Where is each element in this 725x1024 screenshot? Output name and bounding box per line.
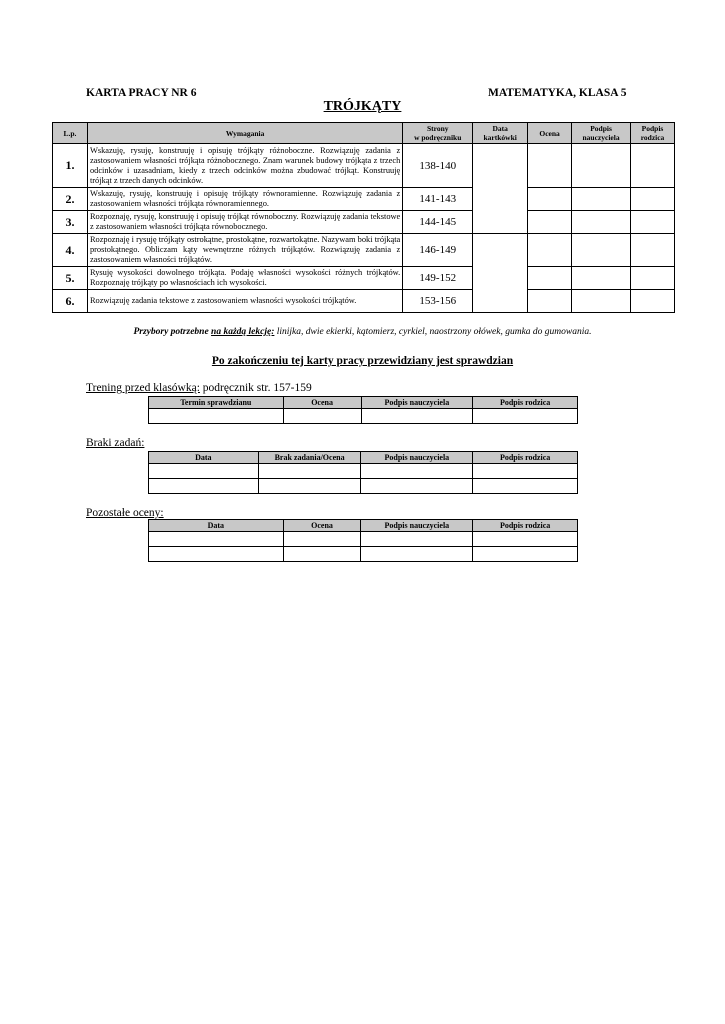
table-row (149, 409, 578, 424)
trening-table (148, 396, 578, 424)
col-lp: L.p. (53, 123, 88, 144)
subject-class: MATEMATYKA, KLASA 5 (488, 87, 627, 99)
braki-label: Braki zadań: (86, 437, 145, 449)
col-podpis-rodzica: Podpis rodzica (473, 452, 578, 464)
pozostale-header-row (149, 520, 578, 532)
requirements-table (52, 122, 675, 313)
teacher-sign-cell (572, 290, 631, 313)
col-termin: Termin sprawdzianu (149, 397, 284, 409)
table-row (53, 234, 675, 267)
teacher-sign-cell (572, 144, 631, 188)
col-data: Data (149, 520, 284, 532)
col-podpis-rodzica: Podpis rodzica (631, 123, 675, 144)
parent-sign-cell (631, 188, 675, 211)
row-pages: 153-156 (403, 290, 473, 313)
table-row (149, 479, 578, 494)
date-cell (473, 144, 528, 234)
requirements-header-row (53, 123, 675, 144)
pozostale-table (148, 519, 578, 562)
row-pages: 146-149 (403, 234, 473, 267)
trening-label: Trening przed klasówką: podręcznik str. 157-159 (86, 382, 312, 394)
teacher-sign-cell (572, 211, 631, 234)
parent-sign-cell (631, 234, 675, 267)
row-number: 6. (53, 290, 88, 313)
table-row (53, 290, 675, 313)
row-number: 5. (53, 267, 88, 290)
col-ocena: Ocena (283, 397, 361, 409)
table-row (53, 188, 675, 211)
col-data: Data (149, 452, 259, 464)
supplies-note: Przybory potrzebne na każdą lekcję: linijka, dwie ekierki, kątomierz, cyrkiel, naostrzony ołówek, gumka do gumowania. (133, 327, 592, 337)
trening-header-row (149, 397, 578, 409)
row-pages: 138-140 (403, 144, 473, 188)
pozostale-label: Pozostałe oceny: (86, 507, 164, 519)
grade-cell (528, 290, 572, 313)
parent-sign-cell (631, 211, 675, 234)
table-row (149, 547, 578, 562)
row-number: 3. (53, 211, 88, 234)
table-row (149, 464, 578, 479)
test-notice: Po zakończeniu tej karty pracy przewidziany jest sprawdzian (211, 355, 514, 367)
braki-header-row (149, 452, 578, 464)
col-ocena: Ocena (528, 123, 572, 144)
col-data: Data kartkówki (473, 123, 528, 144)
grade-cell (528, 267, 572, 290)
col-strony: Strony w podręczniku (403, 123, 473, 144)
grade-cell (528, 211, 572, 234)
col-podpis-nauczyciela: Podpis nauczyciela (572, 123, 631, 144)
worksheet-number: KARTA PRACY NR 6 (86, 87, 197, 99)
row-requirement: Wskazuję, rysuję, konstruuję i opisuję trójkąty różnoboczne. Rozwiązuję zadania z zastosowaniem własności trójkąta różnobocznego. Znam warunek budowy trójkąta z trzech odcinków i uzasadniam, kiedy z trzech odcinków można zbudować trójkąt. Konstruuję trójkąt z trzech danych odcinków. (87, 144, 402, 188)
col-podpis-nauczyciela: Podpis nauczyciela (361, 397, 473, 409)
table-row (53, 144, 675, 188)
row-number: 2. (53, 188, 88, 211)
col-podpis-rodzica: Podpis rodzica (473, 397, 578, 409)
grade-cell (528, 234, 572, 267)
col-podpis-rodzica: Podpis rodzica (473, 520, 578, 532)
col-podpis-nauczyciela: Podpis nauczyciela (361, 452, 473, 464)
date-cell (473, 234, 528, 313)
page-title: TRÓJKĄTY (323, 99, 402, 114)
teacher-sign-cell (572, 267, 631, 290)
parent-sign-cell (631, 290, 675, 313)
row-number: 1. (53, 144, 88, 188)
row-pages: 149-152 (403, 267, 473, 290)
table-row (53, 211, 675, 234)
col-ocena: Ocena (283, 520, 361, 532)
row-requirement: Rozpoznaję, rysuję, konstruuję i opisuję trójkąt równoboczny. Rozwiązuję zadania tekstowe z zastosowaniem własności trójkąta równobocznego. (87, 211, 402, 234)
row-requirement: Wskazuję, rysuję, konstruuję i opisuję trójkąty równoramienne. Rozwiązuję zadania z zastosowaniem własności trójkąta równoramiennego. (87, 188, 402, 211)
parent-sign-cell (631, 267, 675, 290)
teacher-sign-cell (572, 234, 631, 267)
row-requirement: Rozwiązuję zadania tekstowe z zastosowaniem własności wysokości trójkątów. (87, 290, 402, 313)
table-row (149, 532, 578, 547)
row-requirement: Rozpoznaję i rysuję trójkąty ostrokątne, prostokątne, rozwartokątne. Nazywam boki trójkąta prostokątnego. Obliczam kąty wewnętrzne różnych trójkątów. Rozwiązuję zadania z zastosowaniem własności trójkątów. (87, 234, 402, 267)
row-pages: 141-143 (403, 188, 473, 211)
row-number: 4. (53, 234, 88, 267)
row-pages: 144-145 (403, 211, 473, 234)
col-brak-zadania: Brak zadania/Ocena (258, 452, 361, 464)
grade-cell (528, 144, 572, 188)
row-requirement: Rysuję wysokości dowolnego trójkąta. Podaję własności wysokości różnych trójkątów. Rozpoznaję trójkąty po własnościach ich wysokości. (87, 267, 402, 290)
col-podpis-nauczyciela: Podpis nauczyciela (361, 520, 473, 532)
braki-table (148, 451, 578, 494)
table-row (53, 267, 675, 290)
col-wymagania: Wymagania (87, 123, 402, 144)
grade-cell (528, 188, 572, 211)
parent-sign-cell (631, 144, 675, 188)
teacher-sign-cell (572, 188, 631, 211)
